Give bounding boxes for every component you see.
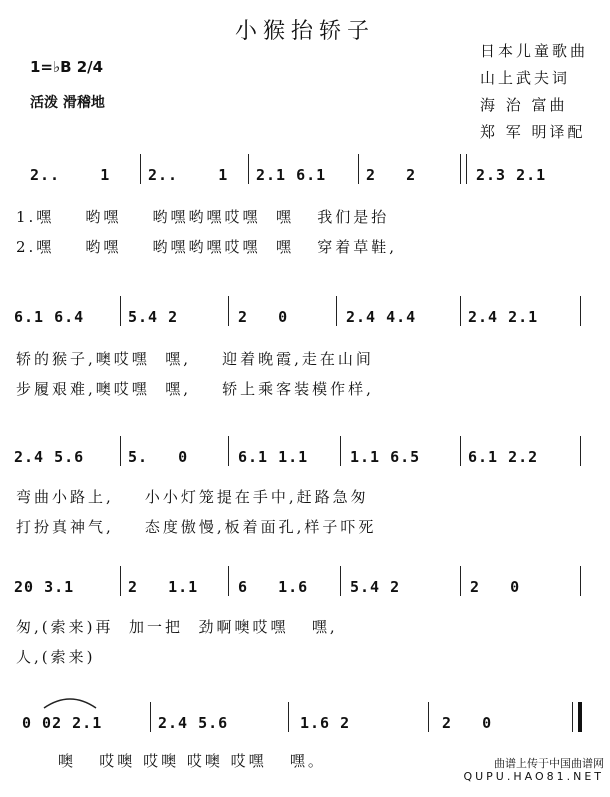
lyric-line-2: 打扮真神气, 态度傲慢,板着面孔,样子吓死 xyxy=(16,518,377,536)
measure: 6.1 2.2 xyxy=(468,448,539,466)
lyric-line-1: 噢 哎噢 哎噢 哎噢 哎嘿 嘿。 xyxy=(58,752,326,770)
measure: 6.1 1.1 xyxy=(238,448,309,466)
measure: 1.1 6.5 xyxy=(350,448,421,466)
lyric-line-2: 2.嘿 哟嘿 哟嘿哟嘿哎嘿 嘿 穿着草鞋, xyxy=(16,238,398,256)
measure: 20 3.1 xyxy=(14,578,75,596)
lyric-line-2: 步履艰难,噢哎嘿 嘿, 轿上乘客装模作样, xyxy=(16,380,374,398)
barline xyxy=(466,154,467,184)
barline xyxy=(460,566,461,596)
measure: 2 0 xyxy=(442,714,493,732)
barline xyxy=(580,296,581,326)
barline xyxy=(460,436,461,466)
lyric-line-2: 人,(索来) xyxy=(16,648,96,666)
measure: 2.. 1 xyxy=(148,166,229,184)
credit-composer: 海 治 富曲 xyxy=(480,96,568,114)
measure: 2 0 xyxy=(238,308,289,326)
measure: 6 1.6 xyxy=(238,578,309,596)
notation-row xyxy=(0,292,610,332)
barline xyxy=(140,154,141,184)
barline xyxy=(340,566,341,596)
lyric-line-1: 轿的猴子,噢哎嘿 嘿, 迎着晚霞,走在山间 xyxy=(16,350,374,368)
measure: 2.. 1 xyxy=(30,166,111,184)
watermark-line-1: 曲谱上传于中国曲谱网 xyxy=(494,757,604,770)
tempo-marking: 活泼 滑稽地 xyxy=(30,95,105,111)
measure: 2.4 5.6 xyxy=(158,714,229,732)
measure: 1.6 2 xyxy=(300,714,351,732)
measure: 0 02 2.1 xyxy=(22,714,103,732)
notation-row xyxy=(0,562,610,602)
barline xyxy=(336,296,337,326)
barline xyxy=(228,436,229,466)
measure: 2.3 2.1 xyxy=(476,166,547,184)
measure: 5.4 2 xyxy=(350,578,401,596)
lyric-line-1: 弯曲小路上, 小小灯笼提在手中,赶路急匆 xyxy=(16,488,369,506)
barline xyxy=(572,702,573,732)
measure: 5. 0 xyxy=(128,448,189,466)
barline xyxy=(428,702,429,732)
measure: 6.1 6.4 xyxy=(14,308,85,326)
measure: 2.1 6.1 xyxy=(256,166,327,184)
barline xyxy=(358,154,359,184)
notation-row xyxy=(0,432,610,472)
credit-lyricist: 山上武夫词 xyxy=(480,69,571,87)
key-signature: 1=♭B 2/4 xyxy=(30,58,104,76)
measure: 2 1.1 xyxy=(128,578,199,596)
measure: 2 0 xyxy=(470,578,521,596)
barline xyxy=(120,296,121,326)
song-title: 小猴抬轿子 xyxy=(234,19,375,44)
barline xyxy=(228,566,229,596)
watermark-line-2: QUPU.HAO81.NET xyxy=(463,770,604,783)
final-barline xyxy=(578,702,582,732)
barline xyxy=(460,296,461,326)
barline xyxy=(120,436,121,466)
barline xyxy=(580,436,581,466)
measure: 2 2 xyxy=(366,166,417,184)
barline xyxy=(120,566,121,596)
barline xyxy=(248,154,249,184)
credit-arranger: 郑 军 明译配 xyxy=(480,123,586,141)
lyric-line-1: 匆,(索来)再 加一把 劲啊噢哎嘿 嘿, xyxy=(16,618,338,636)
measure: 2.4 5.6 xyxy=(14,448,85,466)
measure: 5.4 2 xyxy=(128,308,179,326)
watermark xyxy=(463,757,604,783)
measure: 2.4 4.4 xyxy=(346,308,417,326)
notation-row xyxy=(0,698,610,738)
barline xyxy=(228,296,229,326)
notation-row xyxy=(0,150,610,190)
barline xyxy=(460,154,461,184)
credit-origin: 日本儿童歌曲 xyxy=(480,42,589,60)
barline xyxy=(340,436,341,466)
barline xyxy=(150,702,151,732)
lyric-line-1: 1.嘿 哟嘿 哟嘿哟嘿哎嘿 嘿 我们是抬 xyxy=(16,208,390,226)
measure: 2.4 2.1 xyxy=(468,308,539,326)
barline xyxy=(580,566,581,596)
barline xyxy=(288,702,289,732)
